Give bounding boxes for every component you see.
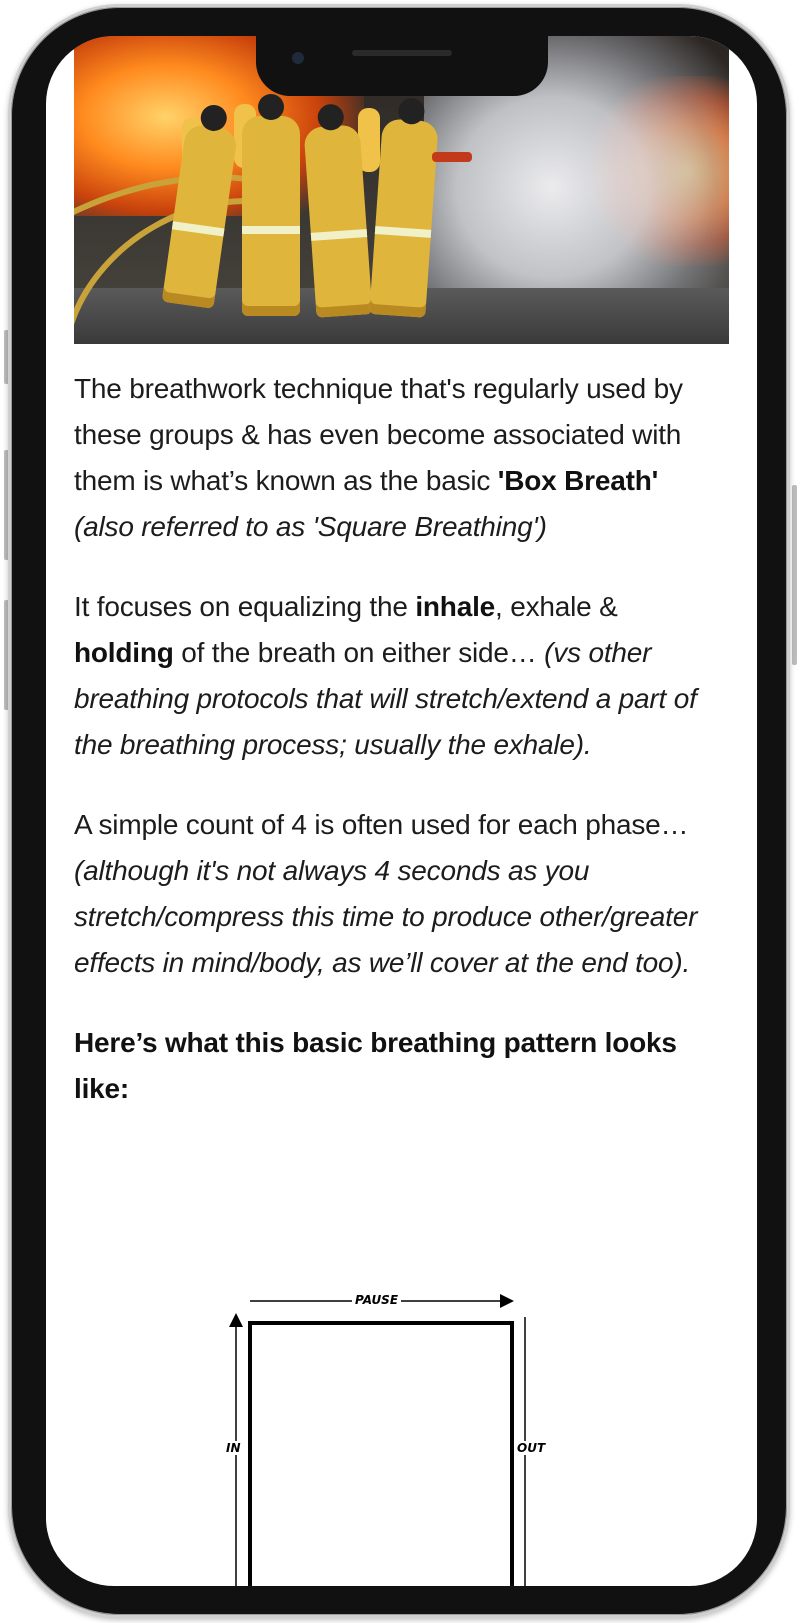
paragraph-count-of-4 bbox=[74, 802, 714, 986]
diagram-label-pause: PAUSE bbox=[352, 1293, 401, 1307]
paragraph-equalizing bbox=[74, 584, 714, 768]
power-button bbox=[792, 485, 797, 665]
article-body bbox=[74, 366, 714, 1112]
paragraph-text: The breathwork technique that's regularly used by these groups & has even become associated with them is what’s known as the basic bbox=[74, 373, 683, 496]
paragraph-text: of the breath on either side… bbox=[173, 637, 545, 668]
notch bbox=[256, 36, 548, 96]
in-arrow-head-icon bbox=[229, 1313, 243, 1327]
paragraph-box-breath-intro bbox=[74, 366, 714, 550]
box-breathing-svg bbox=[216, 1281, 556, 1586]
hose-nozzle bbox=[432, 152, 472, 162]
diagram-label-in: IN bbox=[226, 1441, 241, 1455]
diagram-label-out: OUT bbox=[517, 1441, 546, 1455]
box-square bbox=[250, 1323, 512, 1586]
section-subheading: Here’s what this basic breathing pattern looks like: bbox=[74, 1027, 677, 1104]
bold-term-inhale: inhale bbox=[415, 591, 496, 622]
paragraph-text: , exhale & bbox=[495, 591, 618, 622]
paragraph-text: A simple count of 4 is often used for each phase… bbox=[74, 809, 689, 840]
bold-term-box-breath: 'Box Breath' bbox=[497, 465, 659, 496]
front-camera-icon bbox=[292, 52, 304, 64]
paragraph-text: It focuses on equalizing the bbox=[74, 591, 416, 622]
phone-screen[interactable] bbox=[46, 36, 757, 1586]
italic-aside: (vs other breathing protocols that will stretch/extend a part of the breathing process; usually the exhale). bbox=[74, 637, 697, 760]
box-breathing-diagram bbox=[216, 1281, 556, 1586]
italic-aside: (although it's not always 4 seconds as you stretch/compress this time to produce other/greater effects in mind/body, as we’ll cover at the end too). bbox=[74, 855, 698, 978]
firefighter-figure bbox=[242, 116, 300, 316]
bold-term-holding: holding bbox=[74, 637, 174, 668]
earpiece-speaker bbox=[352, 50, 452, 56]
italic-aside: (also referred to as 'Square Breathing') bbox=[74, 511, 547, 542]
pause-arrow-head-icon bbox=[500, 1294, 514, 1308]
